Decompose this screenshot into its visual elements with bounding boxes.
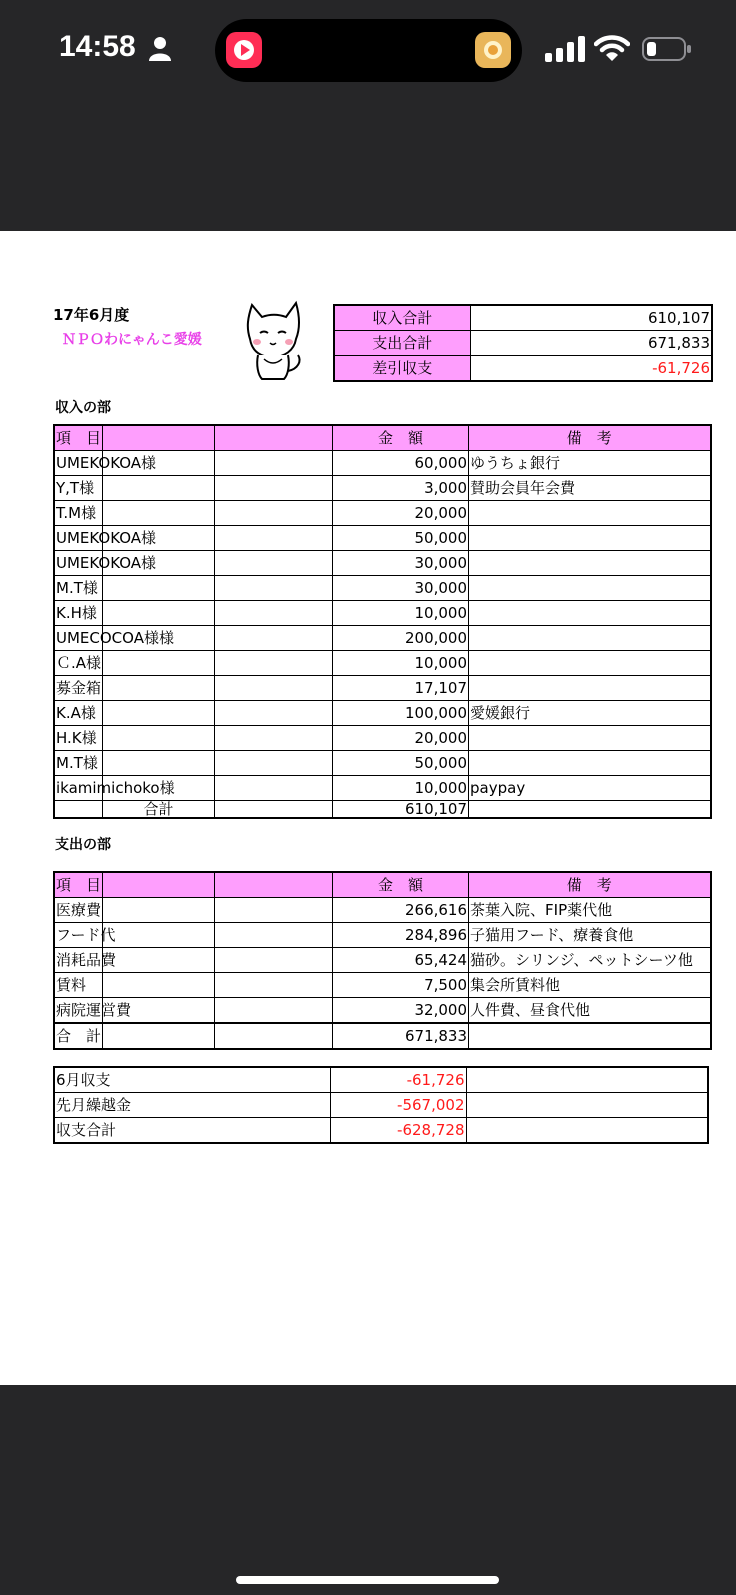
row-item-label: 病院運営費 bbox=[56, 1001, 132, 1019]
summary-label: 収入合計 bbox=[334, 305, 470, 331]
row-item bbox=[54, 701, 103, 726]
row-amount: 10,000 bbox=[333, 601, 469, 626]
row-amount: 200,000 bbox=[333, 626, 469, 651]
row-item-label: M.T様 bbox=[56, 754, 98, 772]
row-amount: 7,500 bbox=[333, 973, 469, 998]
header-note: 備 考 bbox=[469, 425, 711, 451]
row-amount: 20,000 bbox=[333, 501, 469, 526]
row-item bbox=[54, 651, 103, 676]
table-row bbox=[54, 626, 711, 651]
header-amount: 金 額 bbox=[333, 425, 469, 451]
person-icon bbox=[148, 36, 172, 62]
row-note bbox=[469, 751, 711, 776]
table-row bbox=[54, 676, 711, 701]
row-note bbox=[469, 676, 711, 701]
row-note bbox=[469, 626, 711, 651]
row-note: 猫砂。シリンジ、ペットシーツ他 bbox=[469, 948, 711, 973]
table-row bbox=[54, 651, 711, 676]
row-note: 子猫用フード、療養食他 bbox=[469, 923, 711, 948]
balance-row bbox=[54, 1118, 708, 1144]
expense-table bbox=[53, 871, 712, 1050]
table-row bbox=[54, 948, 711, 973]
header-item: 項 目 bbox=[54, 872, 103, 898]
status-time: 14:58 bbox=[59, 30, 136, 63]
status-bar bbox=[0, 0, 736, 231]
table-row bbox=[54, 451, 711, 476]
row-amount: 32,000 bbox=[333, 998, 469, 1024]
row-item-label: UMEKOKOA様 bbox=[56, 454, 157, 472]
row-note: 愛媛銀行 bbox=[469, 701, 711, 726]
row-item-label: 賃料 bbox=[56, 976, 87, 994]
income-rows bbox=[54, 451, 711, 801]
row-item-label: UMEKOKOA様 bbox=[56, 529, 157, 547]
row-item bbox=[54, 948, 117, 973]
summary-row bbox=[334, 356, 712, 382]
balance-row bbox=[54, 1093, 708, 1118]
row-amount: 3,000 bbox=[333, 476, 469, 501]
balance-label: 6月収支 bbox=[54, 1067, 330, 1093]
row-item bbox=[54, 551, 157, 576]
row-note: 人件費、昼食代他 bbox=[469, 998, 711, 1024]
row-amount: 30,000 bbox=[333, 551, 469, 576]
balance-label: 収支合計 bbox=[54, 1118, 330, 1144]
balance-table bbox=[53, 1066, 709, 1144]
row-note: 集会所賃料他 bbox=[469, 973, 711, 998]
row-amount: 100,000 bbox=[333, 701, 469, 726]
row-amount: 10,000 bbox=[333, 651, 469, 676]
row-item bbox=[54, 576, 103, 601]
income-total-value: 610,107 bbox=[333, 801, 469, 819]
organization-name: ＮＰＯわにゃんこ愛媛 bbox=[62, 332, 202, 348]
row-amount: 284,896 bbox=[333, 923, 469, 948]
row-amount: 30,000 bbox=[333, 576, 469, 601]
row-item-label: T.M様 bbox=[56, 504, 97, 522]
summary-value: -61,726 bbox=[470, 356, 712, 382]
row-amount: 17,107 bbox=[333, 676, 469, 701]
row-item-label: フード代 bbox=[56, 926, 116, 944]
row-item bbox=[54, 998, 132, 1024]
row-item bbox=[54, 476, 103, 501]
table-row bbox=[54, 576, 711, 601]
header-note: 備 考 bbox=[469, 872, 711, 898]
battery-icon bbox=[642, 37, 692, 61]
row-item bbox=[54, 973, 103, 998]
row-item bbox=[54, 601, 103, 626]
spreadsheet-document[interactable] bbox=[0, 231, 736, 1385]
row-note: 賛助会員年会費 bbox=[469, 476, 711, 501]
row-item-label: ikamimichoko様 bbox=[56, 779, 175, 797]
table-row bbox=[54, 551, 711, 576]
table-row bbox=[54, 601, 711, 626]
header-amount: 金 額 bbox=[333, 872, 469, 898]
row-item-label: 募金箱 bbox=[56, 679, 102, 697]
row-note bbox=[469, 526, 711, 551]
expense-total-row bbox=[54, 1023, 711, 1049]
row-item-label: H.K様 bbox=[56, 729, 97, 747]
row-item-label: K.A様 bbox=[56, 704, 96, 722]
activity-app-icon[interactable] bbox=[475, 32, 511, 68]
table-row bbox=[54, 973, 711, 998]
expense-section-title: 支出の部 bbox=[55, 837, 111, 853]
summary-table bbox=[333, 304, 713, 382]
row-amount: 10,000 bbox=[333, 776, 469, 801]
table-row bbox=[54, 776, 711, 801]
row-amount: 60,000 bbox=[333, 451, 469, 476]
balance-value: -567,002 bbox=[330, 1093, 466, 1118]
row-item-label: UMEKOKOA様 bbox=[56, 554, 157, 572]
table-row bbox=[54, 923, 711, 948]
header-item: 項 目 bbox=[54, 425, 103, 451]
income-section-title: 収入の部 bbox=[55, 400, 111, 416]
row-amount: 50,000 bbox=[333, 751, 469, 776]
table-row bbox=[54, 751, 711, 776]
summary-label: 支出合計 bbox=[334, 331, 470, 356]
income-header-row bbox=[54, 425, 711, 451]
balance-value: -61,726 bbox=[330, 1067, 466, 1093]
row-item-label: 医療費 bbox=[56, 901, 102, 919]
row-item bbox=[54, 501, 103, 526]
table-row bbox=[54, 526, 711, 551]
row-note bbox=[469, 651, 711, 676]
row-item bbox=[54, 626, 174, 651]
table-row bbox=[54, 501, 711, 526]
row-item-label: Y,T様 bbox=[56, 479, 95, 497]
row-note bbox=[469, 601, 711, 626]
row-item-label: K.H様 bbox=[56, 604, 97, 622]
row-item bbox=[54, 451, 157, 476]
expense-header-row bbox=[54, 872, 711, 898]
row-note: ゆうちょ銀行 bbox=[469, 451, 711, 476]
row-amount: 20,000 bbox=[333, 726, 469, 751]
row-note bbox=[469, 576, 711, 601]
row-item bbox=[54, 751, 103, 776]
expense-total-value: 671,833 bbox=[333, 1023, 469, 1049]
row-note: 茶葉入院、FIP薬代他 bbox=[469, 898, 711, 923]
summary-row bbox=[334, 305, 712, 331]
income-total-row bbox=[54, 801, 711, 819]
cellular-signal-icon bbox=[545, 36, 585, 62]
row-item bbox=[54, 726, 103, 751]
row-note bbox=[469, 501, 711, 526]
row-amount: 266,616 bbox=[333, 898, 469, 923]
bottom-bar bbox=[0, 1385, 736, 1595]
period-title: 17年6月度 bbox=[53, 306, 130, 324]
expense-rows bbox=[54, 898, 711, 1024]
table-row bbox=[54, 898, 711, 923]
cat-mascot-icon bbox=[240, 299, 306, 381]
row-note bbox=[469, 551, 711, 576]
balance-label: 先月繰越金 bbox=[54, 1093, 330, 1118]
income-total-label: 合計 bbox=[103, 801, 215, 819]
row-item bbox=[54, 776, 175, 801]
summary-row bbox=[334, 331, 712, 356]
table-row bbox=[54, 998, 711, 1024]
row-item bbox=[54, 526, 157, 551]
wifi-icon bbox=[594, 34, 630, 62]
summary-value: 610,107 bbox=[470, 305, 712, 331]
row-note bbox=[469, 726, 711, 751]
summary-value: 671,833 bbox=[470, 331, 712, 356]
expense-total-label: 合 計 bbox=[54, 1023, 103, 1049]
row-amount: 65,424 bbox=[333, 948, 469, 973]
row-item-label: Ｃ.A様 bbox=[56, 654, 102, 672]
income-table bbox=[53, 424, 712, 819]
table-row bbox=[54, 726, 711, 751]
row-item-label: M.T様 bbox=[56, 579, 98, 597]
row-item bbox=[54, 923, 116, 948]
table-row bbox=[54, 701, 711, 726]
summary-label: 差引収支 bbox=[334, 356, 470, 382]
row-item bbox=[54, 676, 103, 701]
row-amount: 50,000 bbox=[333, 526, 469, 551]
balance-row bbox=[54, 1067, 708, 1093]
recording-app-icon[interactable] bbox=[226, 32, 262, 68]
row-item-label: UMECOCOA様様 bbox=[56, 629, 174, 647]
balance-value: -628,728 bbox=[330, 1118, 466, 1144]
row-note: paypay bbox=[469, 776, 711, 801]
home-indicator[interactable] bbox=[236, 1576, 499, 1584]
row-item bbox=[54, 898, 103, 923]
row-item-label: 消耗品費 bbox=[56, 951, 117, 969]
table-row bbox=[54, 476, 711, 501]
